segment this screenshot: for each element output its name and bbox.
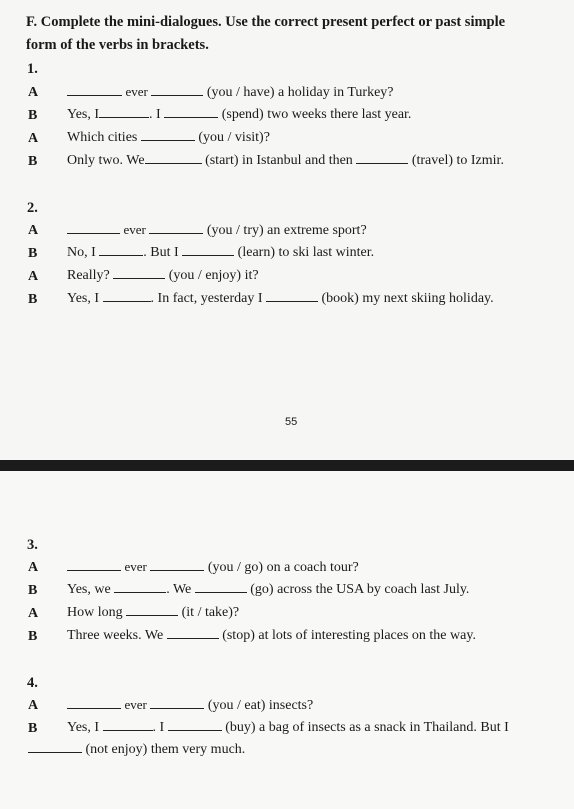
answer-blank[interactable] <box>164 116 218 118</box>
speaker-label: B <box>28 108 38 123</box>
dialogue-line: ever (you / go) on a coach tour? <box>67 559 359 576</box>
answer-blank[interactable] <box>114 591 166 593</box>
answer-blank[interactable] <box>67 569 121 571</box>
answer-blank[interactable] <box>99 116 149 118</box>
dialogue-line: Yes, I . In fact, yesterday I (book) my next skiing holiday. <box>67 291 494 306</box>
answer-blank[interactable] <box>126 614 178 616</box>
exercise-heading-line-1: F. Complete the mini-dialogues. Use the correct present perfect or past simple <box>26 14 506 30</box>
exercise-heading-line-2: form of the verbs in brackets. <box>26 37 209 53</box>
dialogue-line: How long (it / take)? <box>67 605 240 620</box>
speaker-label: A <box>28 223 39 238</box>
answer-blank[interactable] <box>151 94 203 96</box>
page-divider <box>0 460 574 471</box>
dialogue-number: 1. <box>27 61 38 77</box>
answer-blank[interactable] <box>103 300 151 302</box>
dialogue-number: 4. <box>27 675 38 691</box>
speaker-label: B <box>28 629 38 644</box>
speaker-label: A <box>28 269 39 284</box>
answer-blank[interactable] <box>67 707 121 709</box>
dialogue-line-continuation: (not enjoy) them very much. <box>28 742 245 758</box>
dialogue-number: 2. <box>27 200 38 216</box>
speaker-label: A <box>28 698 39 713</box>
dialogue-line: ever (you / eat) insects? <box>67 697 313 714</box>
answer-blank[interactable] <box>113 277 165 279</box>
answer-blank[interactable] <box>150 707 204 709</box>
answer-blank[interactable] <box>168 729 222 731</box>
speaker-label: A <box>28 606 39 621</box>
answer-blank[interactable] <box>145 162 202 164</box>
dialogue-line: Yes, we . We (go) across the USA by coach last July. <box>67 582 470 597</box>
answer-blank[interactable] <box>28 751 82 753</box>
dialogue-line: Three weeks. We (stop) at lots of interesting places on the way. <box>67 628 476 643</box>
answer-blank[interactable] <box>141 139 195 141</box>
dialogue-line: Only two. We (start) in Istanbul and then (travel) to Izmir. <box>67 153 504 168</box>
dialogue-line: ever (you / try) an extreme sport? <box>67 222 367 239</box>
dialogue-line: Yes, I . I (spend) two weeks there last year. <box>67 107 412 122</box>
dialogue-number: 3. <box>27 537 38 553</box>
answer-blank[interactable] <box>67 232 120 234</box>
dialogue-line: No, I . But I (learn) to ski last winter. <box>67 245 375 260</box>
answer-blank[interactable] <box>103 729 153 731</box>
speaker-label: B <box>28 246 38 261</box>
speaker-label: B <box>28 292 38 307</box>
answer-blank[interactable] <box>67 94 122 96</box>
answer-blank[interactable] <box>150 569 204 571</box>
answer-blank[interactable] <box>356 162 408 164</box>
dialogue-line: Which cities (you / visit)? <box>67 130 270 145</box>
dialogue-line: ever (you / have) a holiday in Turkey? <box>67 84 394 101</box>
dialogue-line: Yes, I . I (buy) a bag of insects as a snack in Thailand. But I <box>67 720 509 735</box>
dialogue-line: Really? (you / enjoy) it? <box>67 268 259 283</box>
speaker-label: A <box>28 560 39 575</box>
speaker-label: B <box>28 154 38 169</box>
speaker-label: B <box>28 583 38 598</box>
answer-blank[interactable] <box>195 591 247 593</box>
answer-blank[interactable] <box>266 300 318 302</box>
answer-blank[interactable] <box>182 254 234 256</box>
speaker-label: A <box>28 85 39 100</box>
answer-blank[interactable] <box>149 232 203 234</box>
speaker-label: A <box>28 131 39 146</box>
answer-blank[interactable] <box>99 254 143 256</box>
speaker-label: B <box>28 721 38 736</box>
answer-blank[interactable] <box>167 637 219 639</box>
page-number: 55 <box>285 416 298 428</box>
